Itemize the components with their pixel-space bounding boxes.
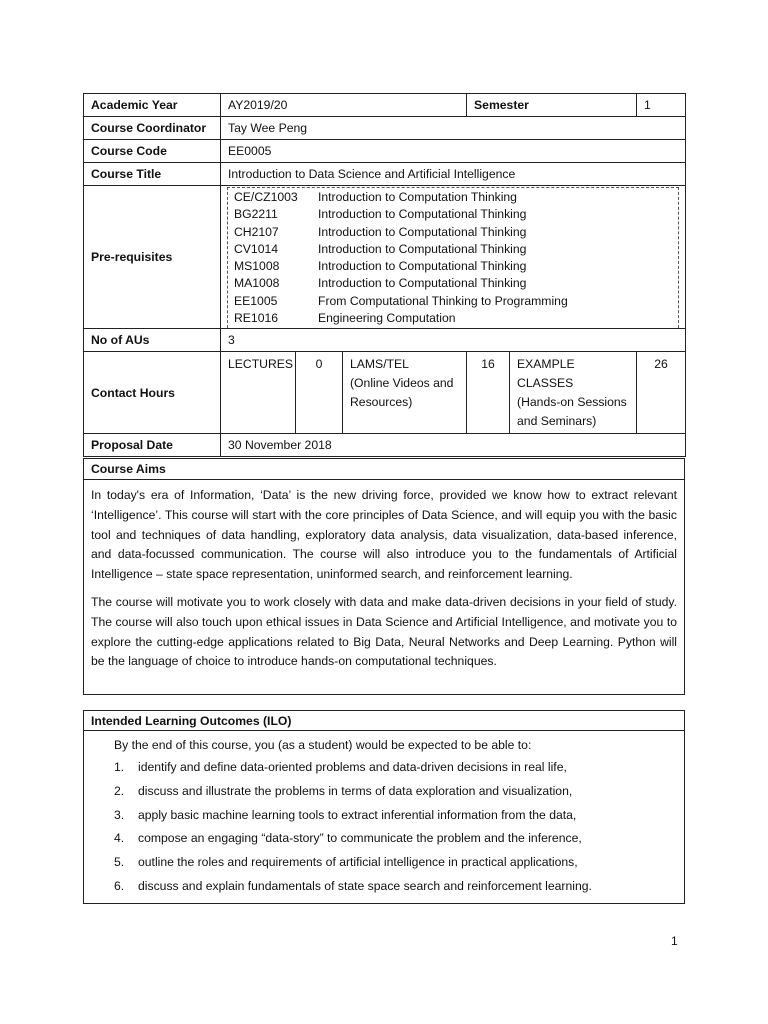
aus-value: 3 xyxy=(221,329,686,352)
ilo-text: outline the roles and requirements of artificial intelligence in practical applications, xyxy=(138,855,578,870)
ilo-item xyxy=(114,756,677,780)
ilo-item xyxy=(114,780,677,804)
lams-label: LAMS/TEL xyxy=(350,357,409,372)
prerequisites-label: Pre-requisites xyxy=(84,186,221,329)
course-info-table xyxy=(83,93,686,457)
course-code-value: EE0005 xyxy=(221,140,686,163)
prerequisite-name: Introduction to Computational Thinking xyxy=(318,259,527,274)
prerequisite-row xyxy=(234,224,678,241)
academic-year-value: AY2019/20 xyxy=(221,94,467,117)
semester-value: 1 xyxy=(637,94,686,117)
coordinator-value: Tay Wee Peng xyxy=(221,117,686,140)
prerequisites-cell xyxy=(221,186,686,329)
prerequisite-row xyxy=(234,310,678,327)
ilo-item xyxy=(114,804,677,828)
prerequisite-code: MA1008 xyxy=(234,276,280,291)
lectures-value: 0 xyxy=(296,352,343,434)
ilo-item xyxy=(114,827,677,851)
prerequisite-row xyxy=(234,206,678,223)
example-cell xyxy=(510,352,637,434)
prerequisite-code: BG2211 xyxy=(234,207,278,222)
ilo-number: 3. xyxy=(114,807,125,822)
lectures-label: LECTURES xyxy=(221,352,296,434)
prerequisite-name: Introduction to Computational Thinking xyxy=(318,241,527,256)
ilo-text: identify and define data-oriented problems and data-driven decisions in real life, xyxy=(138,760,567,774)
prerequisite-name: From Computational Thinking to Programming xyxy=(318,293,568,308)
page-number: 1 xyxy=(671,934,678,948)
academic-year-label: Academic Year xyxy=(84,94,221,117)
ilo-item xyxy=(114,875,677,899)
course-aims-table xyxy=(83,458,685,695)
ilo-text: discuss and explain fundamentals of state space search and reinforcement learning. xyxy=(138,878,592,893)
ilo-number: 4. xyxy=(114,831,125,846)
ilo-table xyxy=(83,710,685,904)
prerequisite-code: CH2107 xyxy=(234,224,279,239)
semester-label: Semester xyxy=(467,94,637,117)
ilo-number: 1. xyxy=(114,760,125,774)
prerequisite-row xyxy=(234,293,678,310)
prerequisite-code: CV1014 xyxy=(234,241,279,256)
ilo-number: 2. xyxy=(114,783,125,798)
prerequisite-row xyxy=(234,241,678,258)
example-label: EXAMPLE CLASSES xyxy=(517,357,575,391)
contact-hours-label: Contact Hours xyxy=(84,352,221,434)
ilo-heading: Intended Learning Outcomes (ILO) xyxy=(84,711,685,731)
prerequisite-code: MS1008 xyxy=(234,259,280,274)
course-aims-body xyxy=(84,480,685,695)
proposal-date-label: Proposal Date xyxy=(84,434,221,457)
prerequisite-code: RE1016 xyxy=(234,311,279,326)
prerequisite-name: Introduction to Computational Thinking xyxy=(318,276,527,291)
example-subtitle: (Hands-on Sessions and Seminars) xyxy=(517,395,627,429)
prerequisite-name: Introduction to Computation Thinking xyxy=(318,190,517,204)
prerequisite-code: CE/CZ1003 xyxy=(234,190,298,204)
ilo-text: discuss and illustrate the problems in terms of data exploration and visualization, xyxy=(138,783,573,798)
prerequisites-list xyxy=(227,187,679,328)
ilo-list xyxy=(114,756,677,899)
ilo-number: 6. xyxy=(114,878,125,893)
prerequisite-name: Introduction to Computational Thinking xyxy=(318,224,527,239)
prerequisite-row xyxy=(234,275,678,292)
aims-paragraph: The course will motivate you to work closely with data and make data-driven decisions in your field of study. The course will also touch upon ethical issues in Data Science and Artificial Intelligence, and motivate you to explore the cutting-edge applications related to Big Data, Neural Networks and Deep Learning. Python will be the language of choice to introduce hands-on computational techniques. xyxy=(91,594,677,669)
prerequisite-row xyxy=(234,258,678,275)
ilo-text: compose an engaging “data-story” to communicate the problem and the inference, xyxy=(138,831,582,846)
lams-subtitle: (Online Videos and Resources) xyxy=(350,376,454,410)
lams-cell xyxy=(343,352,467,434)
course-aims-heading: Course Aims xyxy=(84,459,685,480)
ilo-body xyxy=(84,731,685,904)
course-title-label: Course Title xyxy=(84,163,221,186)
course-title-value: Introduction to Data Science and Artificial Intelligence xyxy=(221,163,686,186)
prerequisite-row xyxy=(234,189,678,206)
ilo-text: apply basic machine learning tools to extract inferential information from the data, xyxy=(138,807,577,822)
course-code-label: Course Code xyxy=(84,140,221,163)
ilo-number: 5. xyxy=(114,855,125,870)
prerequisite-code: EE1005 xyxy=(234,293,278,308)
prerequisite-name: Introduction to Computational Thinking xyxy=(318,207,527,222)
ilo-intro: By the end of this course, you (as a student) would be expected to be able to: xyxy=(114,738,532,752)
lams-value: 16 xyxy=(467,352,510,434)
aus-label: No of AUs xyxy=(84,329,221,352)
coordinator-label: Course Coordinator xyxy=(84,117,221,140)
aims-paragraph: In today's era of Information, ‘Data’ is the new driving force, provided we know how to extract relevant ‘Intelligence’. This course will start with the core principles of Data Science, and will equip you with the basic tool and techniques of data handling, exploratory data analysis, data visualization, data-based inference, and data-focussed communication. The course will also introduce you to the fundamentals of Artificial Intelligence – state space representation, uninformed search, and reinforcement learning. xyxy=(91,488,677,582)
prerequisite-name: Engineering Computation xyxy=(318,311,456,326)
proposal-date-value: 30 November 2018 xyxy=(221,434,686,457)
ilo-item xyxy=(114,851,677,875)
example-value: 26 xyxy=(637,352,686,434)
